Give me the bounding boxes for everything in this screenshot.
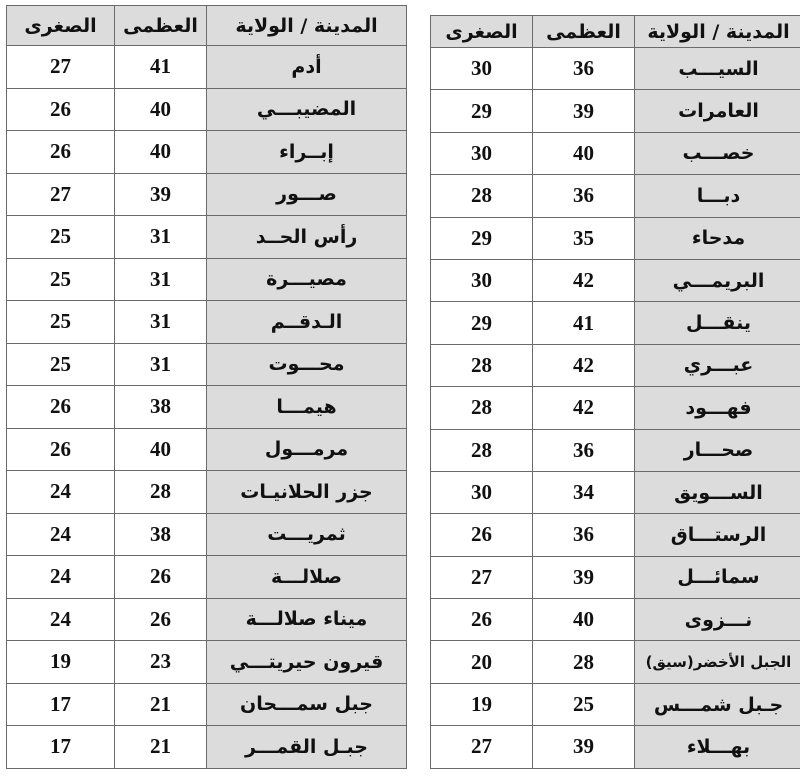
table-row — [431, 48, 800, 90]
max-temp-cell: 40 — [115, 428, 207, 471]
city-cell: ثمريـــت — [207, 513, 407, 556]
table-row — [431, 429, 800, 471]
min-temp-cell: 24 — [7, 471, 115, 514]
table-row — [431, 302, 800, 344]
city-cell: نـــزوى — [635, 599, 800, 641]
table-row — [431, 259, 800, 301]
city-cell: العامرات — [635, 90, 800, 132]
table-row — [431, 344, 800, 386]
table-row — [431, 726, 800, 768]
max-temp-cell: 21 — [115, 726, 207, 769]
table-row — [431, 556, 800, 598]
table-row — [7, 88, 407, 131]
max-temp-cell: 31 — [115, 258, 207, 301]
city-cell: بهـــلاء — [635, 726, 800, 768]
table-row — [7, 598, 407, 641]
city-cell: عبـــري — [635, 344, 800, 386]
max-temp-cell: 31 — [115, 216, 207, 259]
min-temp-cell: 25 — [7, 301, 115, 344]
city-cell: خصـــب — [635, 132, 800, 174]
table-row — [431, 471, 800, 513]
max-temp-cell: 31 — [115, 301, 207, 344]
city-cell: الجبل الأخضر(سيق) — [635, 641, 800, 683]
min-temp-cell: 19 — [7, 641, 115, 684]
min-temp-cell: 27 — [431, 726, 533, 768]
table-row — [431, 514, 800, 556]
table-row — [7, 131, 407, 174]
max-temp-cell: 42 — [533, 259, 635, 301]
city-cell: جـبل شمـــس — [635, 683, 800, 725]
table-row — [7, 683, 407, 726]
city-cell: مرمـــول — [207, 428, 407, 471]
table-row — [7, 258, 407, 301]
city-cell: فهـــود — [635, 387, 800, 429]
max-temp-cell: 39 — [533, 90, 635, 132]
min-temp-cell: 30 — [431, 259, 533, 301]
min-temp-cell: 28 — [431, 344, 533, 386]
city-cell: أدم — [207, 46, 407, 89]
min-temp-cell: 20 — [431, 641, 533, 683]
min-temp-cell: 26 — [431, 599, 533, 641]
table-row — [431, 132, 800, 174]
city-cell: مدحاء — [635, 217, 800, 259]
table-row — [7, 46, 407, 89]
max-temp-cell: 26 — [115, 556, 207, 599]
table-row — [431, 641, 800, 683]
max-temp-cell: 41 — [115, 46, 207, 89]
table-row — [431, 175, 800, 217]
max-temp-cell: 41 — [533, 302, 635, 344]
max-temp-cell: 28 — [115, 471, 207, 514]
table-row — [7, 301, 407, 344]
max-temp-cell: 23 — [115, 641, 207, 684]
table-row — [7, 641, 407, 684]
table-row — [431, 599, 800, 641]
table-row — [431, 90, 800, 132]
max-temp-cell: 40 — [115, 88, 207, 131]
max-temp-cell: 25 — [533, 683, 635, 725]
min-temp-cell: 28 — [431, 429, 533, 471]
max-temp-cell: 38 — [115, 513, 207, 556]
city-cell: الـدقــم — [207, 301, 407, 344]
city-cell: صلالـــة — [207, 556, 407, 599]
max-temp-cell: 28 — [533, 641, 635, 683]
min-temp-cell: 30 — [431, 132, 533, 174]
max-temp-cell: 36 — [533, 48, 635, 90]
temperature-table-right — [430, 15, 800, 769]
header-max: العظمى — [115, 6, 207, 46]
min-temp-cell: 28 — [431, 175, 533, 217]
table-row — [7, 556, 407, 599]
min-temp-cell: 19 — [431, 683, 533, 725]
table-row — [7, 386, 407, 429]
city-cell: رأس الحــد — [207, 216, 407, 259]
table-row — [7, 471, 407, 514]
min-temp-cell: 24 — [7, 513, 115, 556]
city-cell: جبل سمـــحان — [207, 683, 407, 726]
min-temp-cell: 29 — [431, 302, 533, 344]
table-row — [7, 726, 407, 769]
city-cell: محـــوت — [207, 343, 407, 386]
min-temp-cell: 29 — [431, 217, 533, 259]
city-cell: صـــور — [207, 173, 407, 216]
city-cell: الرستـــاق — [635, 514, 800, 556]
city-cell: ينقـــل — [635, 302, 800, 344]
max-temp-cell: 35 — [533, 217, 635, 259]
min-temp-cell: 24 — [7, 556, 115, 599]
header-city: المدينة / الولاية — [635, 16, 800, 48]
min-temp-cell: 26 — [7, 386, 115, 429]
min-temp-cell: 30 — [431, 48, 533, 90]
max-temp-cell: 31 — [115, 343, 207, 386]
min-temp-cell: 27 — [431, 556, 533, 598]
city-cell: المضيبـــي — [207, 88, 407, 131]
min-temp-cell: 24 — [7, 598, 115, 641]
table-row — [431, 683, 800, 725]
min-temp-cell: 17 — [7, 683, 115, 726]
city-cell: السيـــب — [635, 48, 800, 90]
min-temp-cell: 25 — [7, 258, 115, 301]
city-cell: هيمـــا — [207, 386, 407, 429]
min-temp-cell: 26 — [431, 514, 533, 556]
header-row — [431, 16, 800, 48]
max-temp-cell: 36 — [533, 429, 635, 471]
max-temp-cell: 39 — [533, 726, 635, 768]
min-temp-cell: 27 — [7, 173, 115, 216]
min-temp-cell: 28 — [431, 387, 533, 429]
city-cell: صحـــار — [635, 429, 800, 471]
min-temp-cell: 26 — [7, 88, 115, 131]
max-temp-cell: 26 — [115, 598, 207, 641]
city-cell: الســـويق — [635, 471, 800, 513]
city-cell: سمائـــل — [635, 556, 800, 598]
table-row — [7, 343, 407, 386]
max-temp-cell: 40 — [115, 131, 207, 174]
max-temp-cell: 42 — [533, 344, 635, 386]
table-row — [7, 173, 407, 216]
max-temp-cell: 38 — [115, 386, 207, 429]
max-temp-cell: 39 — [115, 173, 207, 216]
table-row — [7, 513, 407, 556]
city-cell: مصيـــرة — [207, 258, 407, 301]
city-cell: دبـــا — [635, 175, 800, 217]
temperature-table-left — [6, 5, 407, 769]
header-row — [7, 6, 407, 46]
min-temp-cell: 26 — [7, 428, 115, 471]
city-cell: جزر الحلانيـات — [207, 471, 407, 514]
city-cell: إبــراء — [207, 131, 407, 174]
max-temp-cell: 42 — [533, 387, 635, 429]
table-row — [431, 217, 800, 259]
max-temp-cell: 36 — [533, 514, 635, 556]
min-temp-cell: 26 — [7, 131, 115, 174]
min-temp-cell: 30 — [431, 471, 533, 513]
max-temp-cell: 39 — [533, 556, 635, 598]
max-temp-cell: 40 — [533, 599, 635, 641]
header-max: العظمى — [533, 16, 635, 48]
city-cell: البريمـــي — [635, 259, 800, 301]
min-temp-cell: 27 — [7, 46, 115, 89]
max-temp-cell: 36 — [533, 175, 635, 217]
city-cell: قيرون حيريتـــي — [207, 641, 407, 684]
table-row — [431, 387, 800, 429]
min-temp-cell: 29 — [431, 90, 533, 132]
max-temp-cell: 21 — [115, 683, 207, 726]
header-min: الصغرى — [431, 16, 533, 48]
max-temp-cell: 40 — [533, 132, 635, 174]
header-city: المدينة / الولاية — [207, 6, 407, 46]
table-row — [7, 216, 407, 259]
table-row — [7, 428, 407, 471]
header-min: الصغرى — [7, 6, 115, 46]
city-cell: جبـل القمـــر — [207, 726, 407, 769]
city-cell: ميناء صلالـــة — [207, 598, 407, 641]
max-temp-cell: 34 — [533, 471, 635, 513]
min-temp-cell: 25 — [7, 343, 115, 386]
min-temp-cell: 17 — [7, 726, 115, 769]
min-temp-cell: 25 — [7, 216, 115, 259]
